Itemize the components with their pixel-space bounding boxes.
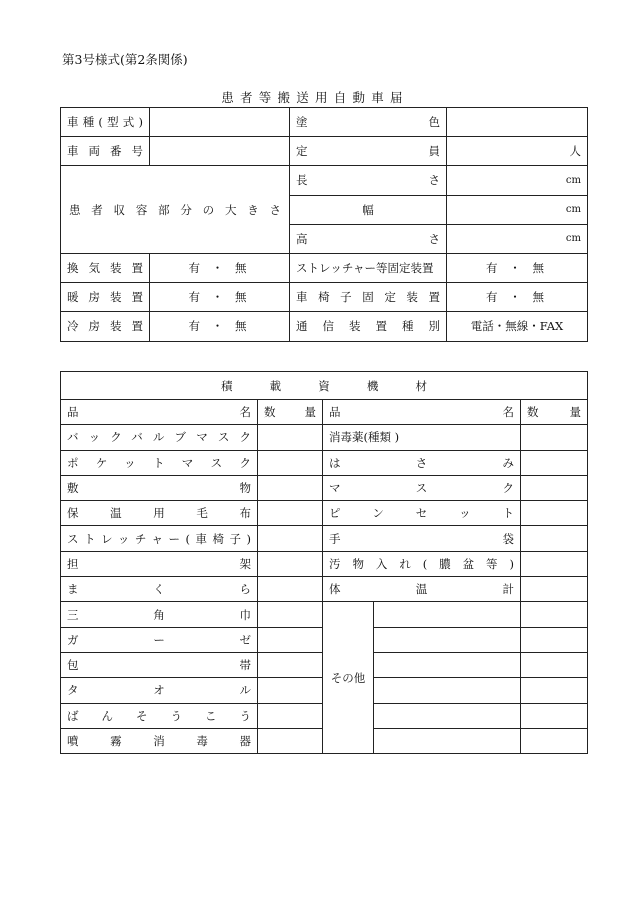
- cooling-label: 冷房装置: [61, 312, 150, 341]
- equipment-table: [60, 371, 588, 754]
- quantity-field[interactable]: [521, 678, 588, 703]
- equipment-item: 消毒薬(種類 ): [323, 425, 521, 450]
- width-field[interactable]: cm: [447, 195, 588, 224]
- capacity-field[interactable]: 人: [447, 137, 588, 166]
- quantity-field[interactable]: [521, 501, 588, 526]
- col-quantity-2: 数量: [521, 400, 588, 425]
- quantity-field[interactable]: [521, 475, 588, 500]
- height-field[interactable]: cm: [447, 224, 588, 253]
- communication-label: 通信装置種別: [290, 312, 447, 341]
- equipment-item: タオル: [61, 678, 258, 703]
- compartment-size-label: 患者収容部分の大きさ: [61, 166, 290, 254]
- equipment-item: 汚物入れ(膿盆等): [323, 551, 521, 576]
- equipment-item: ストレッチャー(車椅子): [61, 526, 258, 551]
- quantity-field[interactable]: [521, 728, 588, 753]
- quantity-field[interactable]: [521, 577, 588, 602]
- other-item-field[interactable]: [374, 602, 521, 627]
- ventilation-value[interactable]: 有 ・ 無: [150, 253, 290, 282]
- quantity-field[interactable]: [258, 501, 323, 526]
- quantity-field[interactable]: [258, 627, 323, 652]
- other-label: その他: [323, 602, 374, 754]
- equipment-item: 包帯: [61, 652, 258, 677]
- height-label: 高さ: [290, 224, 447, 253]
- paint-label: 塗色: [290, 108, 447, 137]
- quantity-field[interactable]: [521, 425, 588, 450]
- vehicle-number-field[interactable]: [150, 137, 290, 166]
- quantity-field[interactable]: [521, 602, 588, 627]
- other-item-field[interactable]: [374, 627, 521, 652]
- width-label: 幅: [290, 195, 447, 224]
- equipment-item: 担架: [61, 551, 258, 576]
- quantity-field[interactable]: [258, 577, 323, 602]
- equipment-heading: 積載資機材: [61, 372, 588, 400]
- length-label: 長さ: [290, 166, 447, 195]
- equipment-item: 三角巾: [61, 602, 258, 627]
- quantity-field[interactable]: [258, 728, 323, 753]
- equipment-item: はさみ: [323, 450, 521, 475]
- vehicle-number-label: 車両番号: [61, 137, 150, 166]
- equipment-item: バックバルブマスク: [61, 425, 258, 450]
- col-item-name: 品名: [61, 400, 258, 425]
- cooling-value[interactable]: 有 ・ 無: [150, 312, 290, 341]
- equipment-item: ポケットマスク: [61, 450, 258, 475]
- quantity-field[interactable]: [258, 602, 323, 627]
- other-item-field[interactable]: [374, 728, 521, 753]
- form-title: 患者等搬送用自動車届: [221, 90, 409, 105]
- ventilation-label: 換気装置: [61, 253, 150, 282]
- form-number-label: 第3号様式(第2条関係): [62, 52, 188, 67]
- quantity-field[interactable]: [521, 703, 588, 728]
- quantity-field[interactable]: [521, 652, 588, 677]
- other-item-field[interactable]: [374, 678, 521, 703]
- wheelchair-fixing-label: 車椅子固定装置: [290, 283, 447, 312]
- quantity-field[interactable]: [258, 703, 323, 728]
- heating-label: 暖房装置: [61, 283, 150, 312]
- wheelchair-fixing-value[interactable]: 有 ・ 無: [447, 283, 588, 312]
- equipment-item: ピンセット: [323, 501, 521, 526]
- equipment-item: マスク: [323, 475, 521, 500]
- equipment-item: 手袋: [323, 526, 521, 551]
- capacity-label: 定員: [290, 137, 447, 166]
- quantity-field[interactable]: [258, 475, 323, 500]
- equipment-item: まくら: [61, 577, 258, 602]
- equipment-item: 保温用毛布: [61, 501, 258, 526]
- quantity-field[interactable]: [258, 551, 323, 576]
- quantity-field[interactable]: [521, 526, 588, 551]
- vehicle-info-table: [60, 107, 588, 342]
- quantity-field[interactable]: [258, 450, 323, 475]
- stretcher-fixing-value[interactable]: 有 ・ 無: [447, 253, 588, 282]
- col-quantity: 数量: [258, 400, 323, 425]
- equipment-item: 体温計: [323, 577, 521, 602]
- communication-value[interactable]: 電話・無線・FAX: [447, 312, 588, 341]
- stretcher-fixing-label: ストレッチャー等固定装置: [290, 253, 447, 282]
- vehicle-type-field[interactable]: [150, 108, 290, 137]
- equipment-item: 噴霧消毒器: [61, 728, 258, 753]
- vehicle-type-label: 車種(型式): [61, 108, 150, 137]
- heating-value[interactable]: 有 ・ 無: [150, 283, 290, 312]
- quantity-field[interactable]: [258, 678, 323, 703]
- paint-field[interactable]: [447, 108, 588, 137]
- length-field[interactable]: cm: [447, 166, 588, 195]
- quantity-field[interactable]: [258, 526, 323, 551]
- other-item-field[interactable]: [374, 652, 521, 677]
- equipment-item: 敷物: [61, 475, 258, 500]
- other-item-field[interactable]: [374, 703, 521, 728]
- quantity-field[interactable]: [521, 551, 588, 576]
- equipment-item: ばんそうこう: [61, 703, 258, 728]
- col-item-name-2: 品名: [323, 400, 521, 425]
- quantity-field[interactable]: [258, 425, 323, 450]
- quantity-field[interactable]: [521, 627, 588, 652]
- quantity-field[interactable]: [521, 450, 588, 475]
- quantity-field[interactable]: [258, 652, 323, 677]
- equipment-item: ガーゼ: [61, 627, 258, 652]
